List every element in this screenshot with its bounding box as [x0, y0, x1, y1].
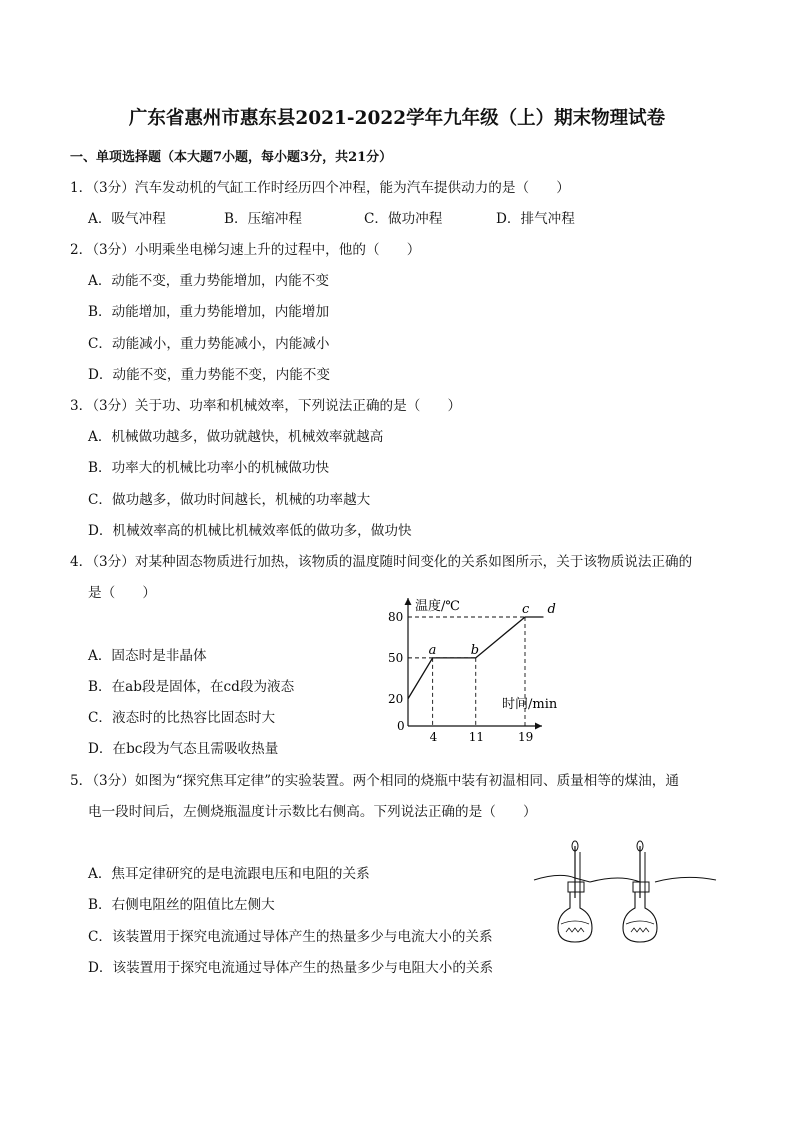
q4-option-b: B．在ab段是固体，在cd段为液态: [88, 679, 295, 695]
q3-option-c: C．做功越多，做功时间越长，机械的功率越大: [88, 492, 371, 508]
x-tick-label-4: 4: [429, 730, 438, 744]
y-tick-label-80: 80: [388, 610, 404, 624]
question-3-stem: 3．（3分）关于功、功率和机械效率，下列说法正确的是（ ）: [70, 398, 462, 414]
q5-option-d: D．该装置用于探究电流通过导体产生的热量多少与电阻大小的关系: [88, 960, 494, 976]
y-tick-label-20: 20: [388, 691, 404, 706]
q2-option-a: A．动能不变，重力势能增加，内能不变: [88, 273, 329, 289]
question-4-stem-cont: 是（ ）: [88, 585, 156, 601]
q3-option-b: B．功率大的机械比功率小的机械做功快: [88, 460, 330, 476]
point-label-d: d: [547, 602, 556, 617]
question-2-stem: 2．（3分）小明乘坐电梯匀速上升的过程中，他的（ ）: [70, 242, 421, 258]
question-4-stem: 4．（3分）对某种固态物质进行加热，该物质的温度随时间变化的关系如图所示，关于该物质说法正确的: [70, 554, 693, 570]
question-1-stem: 1．（3分）汽车发动机的气缸工作时经历四个冲程，能为汽车提供动力的是（ ）: [70, 180, 570, 196]
y-axis-label: 温度/℃: [415, 599, 460, 614]
section-heading: 一、单项选择题（本大题7小题，每小题3分，共21分）: [70, 150, 393, 165]
joule-law-apparatus-figure: [530, 838, 720, 968]
q5-option-a: A．焦耳定律研究的是电流跟电压和电阻的关系: [88, 866, 370, 882]
q2-option-d: D．动能不变，重力势能不变，内能不变: [88, 367, 330, 383]
right-flask: [623, 841, 657, 942]
q4-option-c: C．液态时的比热容比固态时大: [88, 710, 276, 726]
point-label-c: c: [522, 602, 530, 617]
x-axis-label: 时间/min: [502, 697, 558, 712]
origin-label: 0: [397, 719, 405, 733]
q5-option-b: B．右侧电阻丝的阻值比左侧大: [88, 897, 275, 913]
left-flask: [558, 841, 592, 942]
q1-option-b: B．压缩冲程: [224, 211, 302, 227]
q2-option-c: C．动能减小，重力势能减小，内能减小: [88, 336, 330, 352]
temperature-time-graph: [370, 590, 570, 744]
question-5-stem-cont: 电一段时间后，左侧烧瓶温度计示数比右侧高。下列说法正确的是（ ）: [88, 804, 537, 820]
q2-option-b: B．动能增加，重力势能增加，内能增加: [88, 304, 330, 320]
q3-option-d: D．机械效率高的机械比机械效率低的做功多，做功快: [88, 523, 412, 539]
point-label-a: a: [428, 642, 437, 658]
x-tick-label-11: 11: [468, 730, 485, 744]
q1-option-c: C．做功冲程: [364, 211, 443, 227]
page-title: 广东省惠州市惠东县2021-2022学年九年级（上）期末物理试卷: [128, 108, 666, 129]
q1-option-a: A．吸气冲程: [88, 211, 166, 227]
q4-option-a: A．固态时是非晶体: [88, 648, 207, 664]
point-label-b: b: [470, 642, 480, 658]
y-tick-label-50: 50: [388, 650, 404, 665]
q4-option-d: D．在bc段为气态且需吸收热量: [88, 741, 279, 757]
question-5-stem: 5．（3分）如图为“探究焦耳定律”的实验装置。两个相同的烧瓶中装有初温相同、质量相等的煤油，通: [70, 773, 679, 789]
q3-option-a: A．机械做功越多，做功就越快，机械效率就越高: [88, 429, 384, 445]
q1-option-d: D．排气冲程: [496, 211, 575, 227]
x-tick-label-19: 19: [518, 730, 534, 744]
q5-option-c: C．该装置用于探究电流通过导体产生的热量多少与电流大小的关系: [88, 929, 493, 945]
